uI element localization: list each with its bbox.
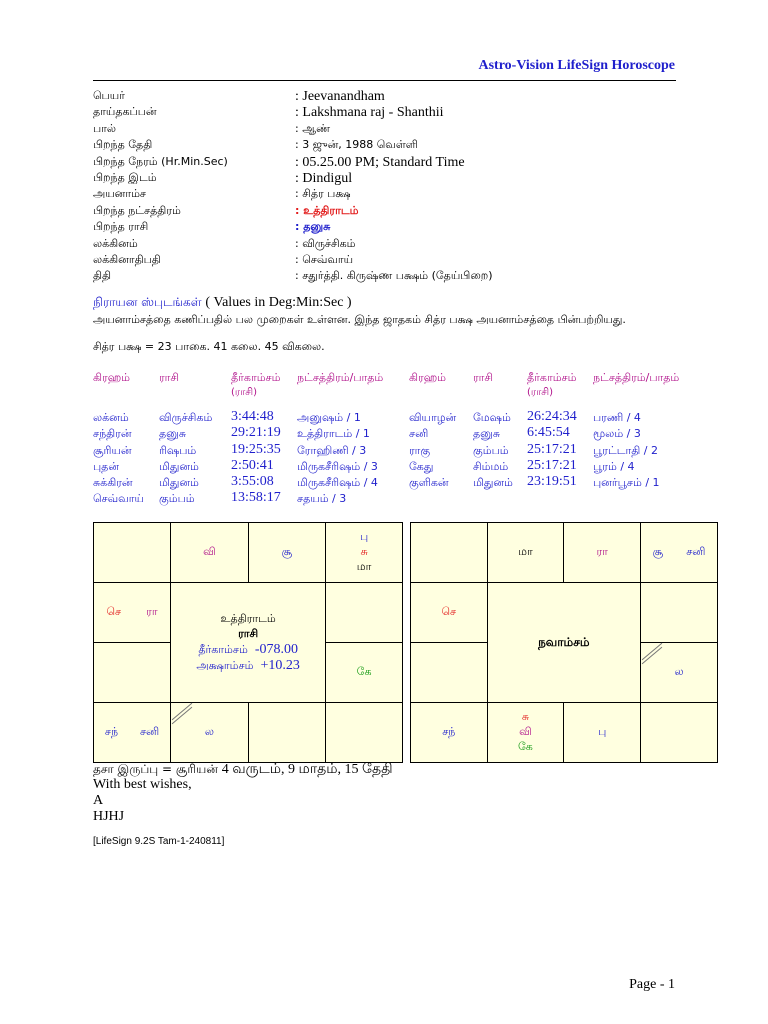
detail-row [93, 253, 693, 269]
detail-value: : Jeevanandham [295, 89, 385, 104]
planet-cell-d2: 6:45:54 [527, 425, 570, 441]
navamsa-center [487, 583, 641, 703]
planet-cell-r1: தனுசு [159, 427, 187, 441]
planet-cell-d2: 25:17:21 [527, 441, 577, 457]
navamsa-center-name: நவாம்சம் [538, 634, 590, 649]
planet-cell-d2: 25:17:21 [527, 457, 577, 473]
planet-cell-r1: ரிஷபம் [159, 443, 197, 457]
navamsa-house-5 [641, 643, 718, 703]
planet-cell-r1: மிதுனம் [159, 476, 199, 490]
rasi-house-6 [326, 703, 403, 763]
rasi-planet: சனி [139, 725, 160, 738]
navamsa-house-9 [411, 703, 488, 763]
detail-label: லக்கினாதிபதி [93, 252, 161, 266]
planet-cell-d1: 3:55:08 [231, 474, 274, 490]
planet-cell-d1: 3:44:48 [231, 409, 274, 424]
lagna-marker [642, 643, 663, 660]
planet-cell-n2: பரணி / 4 [593, 411, 641, 424]
report-title: Astro-Vision LifeSign Horoscope [478, 58, 675, 73]
detail-row [93, 171, 693, 187]
planet-cell-r2: கும்பம் [473, 443, 509, 457]
planet-cell-g2: குளிகன் [409, 476, 449, 490]
header-deg-1-sub: (ராசி) [231, 387, 258, 398]
sphuta-title [93, 295, 352, 311]
rasi-center-long-value: -078.00 [254, 641, 298, 657]
rasi-house-11 [94, 583, 171, 643]
detail-value: : 3 ஜுன், 1988 வெள்ளி [295, 138, 418, 152]
rasi-center-long-label: தீர்காம்சம் [198, 642, 248, 656]
navamsa-planet: ரா [596, 545, 608, 558]
ayanamsa-value: சித்ர பக்ஷ = 23 பாகை. 41 கலை. 45 விகலை. [93, 340, 325, 353]
navamsa-house-3 [641, 523, 718, 583]
planet-cell-g2: சனி [409, 427, 429, 441]
birth-details [93, 89, 693, 286]
detail-row [93, 187, 693, 203]
navamsa-house-2 [564, 523, 641, 583]
rasi-center [171, 583, 326, 703]
planet-cell-d2: 26:24:34 [527, 409, 577, 424]
planet-cell-g1: சந்திரன் [93, 427, 132, 441]
detail-row [93, 105, 693, 121]
planet-cell-g1: செவ்வாய் [93, 492, 144, 506]
navamsa-house-11 [411, 583, 488, 643]
detail-value: : தனுசு [295, 220, 331, 234]
sphuta-title-ta: நிராயன ஸ்புடங்கள் [93, 295, 202, 309]
planet-cell-d1: 19:25:35 [231, 441, 281, 457]
rasi-house-10 [94, 643, 171, 703]
rasi-house-8 [171, 703, 249, 763]
navamsa-planet: வி [519, 725, 532, 738]
navamsa-house-10 [411, 643, 488, 703]
detail-label: பிறந்த நேரம் (Hr.Min.Sec) [93, 154, 228, 168]
detail-row [93, 204, 693, 220]
detail-label: பால் [93, 121, 117, 135]
planet-cell-d1: 2:50:41 [231, 457, 274, 473]
detail-value: : 05.25.00 PM; Standard Time [295, 154, 465, 170]
rasi-house-12 [94, 523, 171, 583]
detail-value: : ஆண் [295, 121, 331, 135]
planet-cell-g2: கேது [409, 459, 434, 473]
header-graha-2: கிரஹம் [409, 371, 447, 384]
rasi-planet: கே [356, 665, 372, 678]
rasi-planet: ல [204, 725, 214, 738]
planet-row [93, 492, 703, 508]
rasi-planet: மா [356, 560, 372, 573]
planet-cell-n1: ரோஹிணி / 3 [297, 443, 367, 457]
planet-cell-r1: மிதுனம் [159, 459, 199, 473]
navamsa-house-1 [487, 523, 564, 583]
planet-cell-g2: வியாழன் [409, 411, 457, 424]
detail-value: : சித்ர பக்ஷ [295, 187, 351, 201]
planet-cell-r2: மேஷம் [473, 411, 511, 424]
planet-cell-n1: அனுஷம் / 1 [297, 411, 361, 424]
navamsa-planet: சந் [442, 725, 456, 738]
navamsa-house-7 [564, 703, 641, 763]
rasi-house-7 [248, 703, 326, 763]
detail-value: : சதுர்த்தி. கிருஷ்ண பக்ஷம் (தேய்பிறை) [295, 269, 493, 283]
planet-cell-r2: சிம்மம் [473, 459, 509, 473]
detail-label: திதி [93, 269, 112, 283]
planet-row [93, 411, 703, 427]
header-deg-2-sub: (ராசி) [527, 387, 554, 398]
navamsa-planet: சூ [652, 545, 664, 558]
detail-label: பெயர் [93, 89, 125, 102]
planet-table-body [93, 411, 703, 509]
navamsa-planet: ல [674, 665, 684, 678]
detail-row [93, 89, 693, 105]
planet-cell-r1: கும்பம் [159, 492, 195, 506]
dasa-label: தசா இருப்பு = சூரியன் [93, 762, 218, 776]
planet-cell-r1: விருச்சிகம் [159, 411, 213, 424]
detail-value: : Lakshmana raj - Shanthii [295, 105, 444, 121]
wishes-line-1: With best wishes, [93, 777, 192, 792]
planet-cell-g2: ராகு [409, 443, 431, 457]
planet-cell-n1: உத்திராடம் / 1 [297, 427, 370, 441]
rasi-house-4 [326, 583, 403, 643]
header-rasi-2: ராசி [473, 371, 494, 384]
detail-row [93, 138, 693, 154]
sphuta-title-en: ( Values in Deg:Min:Sec ) [205, 295, 352, 310]
planet-cell-g1: சூரியன் [93, 443, 132, 457]
rasi-planet: சூ [281, 545, 293, 558]
detail-value: : உத்திராடம் [295, 203, 359, 217]
wishes-line-2: A [93, 793, 104, 808]
rasi-center-name: ராசி [238, 626, 259, 640]
rasi-house-3 [326, 523, 403, 583]
navamsa-house-12 [411, 523, 488, 583]
planet-cell-d2: 23:19:51 [527, 474, 577, 490]
detail-value: : Dindigul [295, 170, 353, 186]
planet-table-header [93, 371, 703, 411]
planet-row [93, 476, 703, 492]
rasi-house-9 [94, 703, 171, 763]
planet-row [93, 441, 703, 460]
planet-cell-n1: மிருகசீரிஷம் / 4 [297, 476, 378, 490]
navamsa-planet: செ [441, 605, 457, 618]
wishes-line-3: HJHJ [93, 809, 125, 824]
planet-cell-n2: புனர்பூசம் / 1 [593, 476, 660, 490]
detail-row [93, 220, 693, 236]
wishes-block [93, 777, 192, 825]
page-number: Page - 1 [629, 977, 675, 992]
detail-row [93, 237, 693, 253]
header-nak-2: நட்சத்திரம்/பாதம் [593, 371, 680, 384]
navamsa-house-6 [641, 703, 718, 763]
detail-row [93, 122, 693, 138]
detail-label: பிறந்த இடம் [93, 170, 157, 184]
header-deg-2: தீர்காம்சம் [527, 371, 577, 384]
detail-value: : செவ்வாய் [295, 252, 354, 266]
detail-label: லக்கினம் [93, 236, 138, 250]
navamsa-planet: மா [518, 545, 533, 558]
header-nak-1: நட்சத்திரம்/பாதம் [297, 371, 384, 384]
detail-label: அயனாம்ச [93, 187, 147, 201]
header-deg-1: தீர்காம்சம் [231, 371, 281, 384]
planet-cell-d1: 29:21:19 [231, 425, 281, 441]
planet-cell-n1: மிருகசீரிஷம் / 3 [297, 459, 378, 473]
planet-cell-g1: சுக்கிரன் [93, 476, 133, 490]
rasi-planet: ரா [146, 605, 158, 618]
rasi-house-1 [171, 523, 249, 583]
navamsa-planet: கே [518, 740, 533, 753]
planet-cell-r2: மிதுனம் [473, 476, 513, 490]
rasi-planet: பு [359, 530, 369, 543]
rasi-house-5 [326, 643, 403, 703]
navamsa-planet: சு [521, 710, 530, 723]
planet-cell-g1: புதன் [93, 459, 120, 473]
lagna-marker [172, 703, 193, 720]
software-version: [LifeSign 9.2S Tam-1-240811] [93, 836, 225, 847]
rasi-planet: செ [106, 605, 122, 618]
planet-cell-g1: லக்னம் [93, 411, 129, 424]
planet-table [93, 371, 703, 509]
header-rasi-1: ராசி [159, 371, 180, 384]
rasi-center-star: உத்திராடம் [220, 611, 276, 625]
navamsa-chart [410, 522, 718, 763]
planet-row [93, 457, 703, 476]
detail-label: பிறந்த நட்சத்திரம் [93, 203, 181, 217]
rasi-planet: வி [203, 545, 216, 558]
navamsa-planet: பு [598, 725, 607, 738]
header-graha-1: கிரஹம் [93, 371, 131, 384]
detail-value: : விருச்சிகம் [295, 236, 356, 250]
planet-cell-n1: சதயம் / 3 [297, 492, 347, 506]
rasi-chart [93, 522, 403, 763]
rasi-center-lat-value: +10.23 [260, 657, 300, 673]
planet-cell-n2: பூரட்டாதி / 2 [593, 443, 658, 457]
rasi-planet: சு [360, 545, 368, 558]
planet-row [93, 427, 703, 443]
rasi-planet: சந் [104, 725, 119, 738]
dasa-value: 4 வருடம், 9 மாதம், 15 தேதி [221, 762, 393, 777]
rasi-center-lat-label: அக்ஷாம்சம் [196, 658, 254, 672]
detail-row [93, 269, 693, 285]
planet-cell-r2: தனுசு [473, 427, 501, 441]
ayanamsa-paragraph: அயனாம்சத்தை கணிப்பதில் பல முறைகள் உள்ளன. இந்த ஜாதகம் சித்ர பக்ஷ அயனாம்சத்தை பின்பற்றியது. [93, 313, 626, 326]
planet-cell-d1: 13:58:17 [231, 490, 281, 506]
navamsa-planet: சனி [686, 545, 706, 558]
detail-label: பிறந்த ராசி [93, 220, 149, 234]
header-rule [93, 80, 676, 81]
detail-label: தாய்தகப்பன் [93, 105, 157, 119]
planet-cell-n2: மூலம் / 3 [593, 427, 641, 441]
navamsa-house-4 [641, 583, 718, 643]
planet-cell-n2: பூரம் / 4 [593, 459, 635, 473]
detail-row [93, 155, 693, 171]
rasi-house-2 [248, 523, 326, 583]
navamsa-house-8 [487, 703, 564, 763]
detail-label: பிறந்த தேதி [93, 138, 153, 152]
